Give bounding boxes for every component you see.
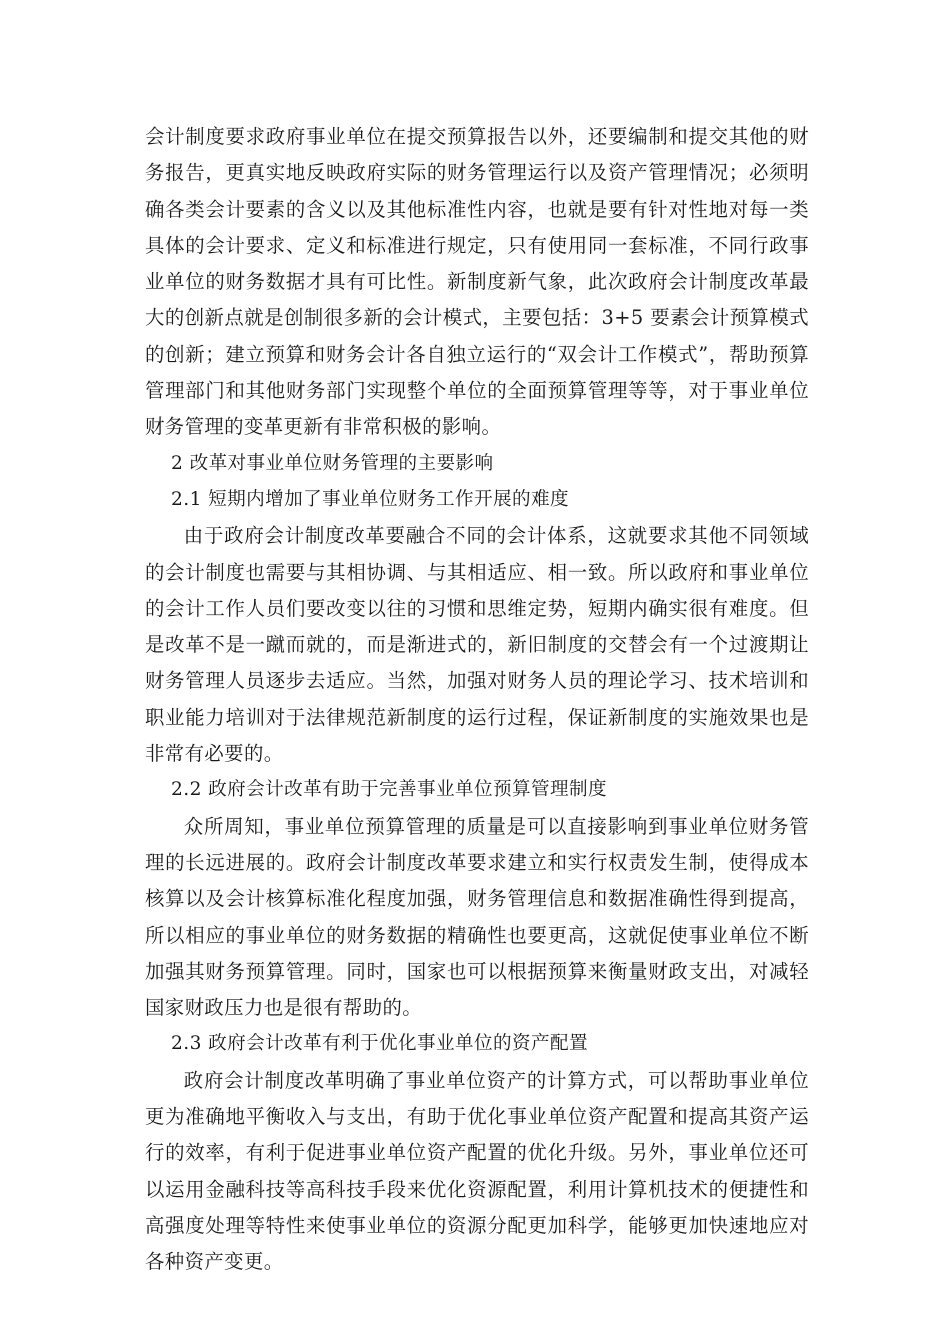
section-heading-2: 2 改革对事业单位财务管理的主要影响: [171, 452, 494, 474]
subsection-heading-2-2: 2.2 政府会计改革有助于完善事业单位预算管理制度: [171, 779, 607, 801]
paragraph-2-1: 由于政府会计制度改革要融合不同的会计体系，这就要求其他不同领域的会计制度也需要与其相协调、与其相适应、相一致。所以政府和事业单位的会计工作人员们要改变以往的习惯和思维定势，短期内确实很有难度。但是改革不是一蹴而就的，而是渐进式的，新旧制度的交替会有一个过渡期让财务管理人员逐步去适应。当然，加强对财务人员的理论学习、技术培训和职业能力培训对于法律规范新制度的运行过程，保证新制度的实施效果也是非常有必要的。: [145, 524, 809, 766]
subsection-heading-2-3: 2.3 政府会计改革有利于优化事业单位的资产配置: [171, 1033, 588, 1055]
paragraph-2-2: 众所周知，事业单位预算管理的质量是可以直接影响到事业单位财务管理的长远进展的。政府会计制度改革要求建立和实行权责发生制，使得成本核算以及会计核算标准化程度加强，财务管理信息和数据准确性得到提高，所以相应的事业单位的财务数据的精确性也要更高，这就促使事业单位不断加强其财务预算管理。同时，国家也可以根据预算来衡量财政支出，对减轻国家财政压力也是很有帮助的。: [145, 814, 809, 1020]
paragraph-intro: 会计制度要求政府事业单位在提交预算报告以外，还要编制和提交其他的财务报告，更真实地反映政府实际的财务管理运行以及资产管理情况；必须明确各类会计要素的含义以及其他标准性内容，也就是要有针对性地对每一类具体的会计要求、定义和标准进行规定，只有使用同一套标准，不同行政事业单位的财务数据才具有可比性。新制度新气象，此次政府会计制度改革最大的创新点就是创制很多新的会计模式，主要包括：3+5 要素会计预算模式的创新；建立预算和财务会计各自独立运行的“双会计工作模式”，帮助预算管理部门和其他财务部门实现整个单位的全面预算管理等等，对于事业单位财务管理的变革更新有非常积极的影响。: [145, 125, 809, 439]
document-page: [145, 119, 809, 1281]
subsection-heading-2-1: 2.1 短期内增加了事业单位财务工作开展的难度: [171, 488, 569, 510]
paragraph-2-3: 政府会计制度改革明确了事业单位资产的计算方式，可以帮助事业单位更为准确地平衡收入与支出，有助于优化事业单位资产配置和提高其资产运行的效率，有利于促进事业单位资产配置的优化升级。另外，事业单位还可以运用金融科技等高科技手段来优化资源配置，利用计算机技术的便捷性和高强度处理等特性来使事业单位的资源分配更加科学，能够更加快速地应对各种资产变更。: [145, 1068, 809, 1274]
